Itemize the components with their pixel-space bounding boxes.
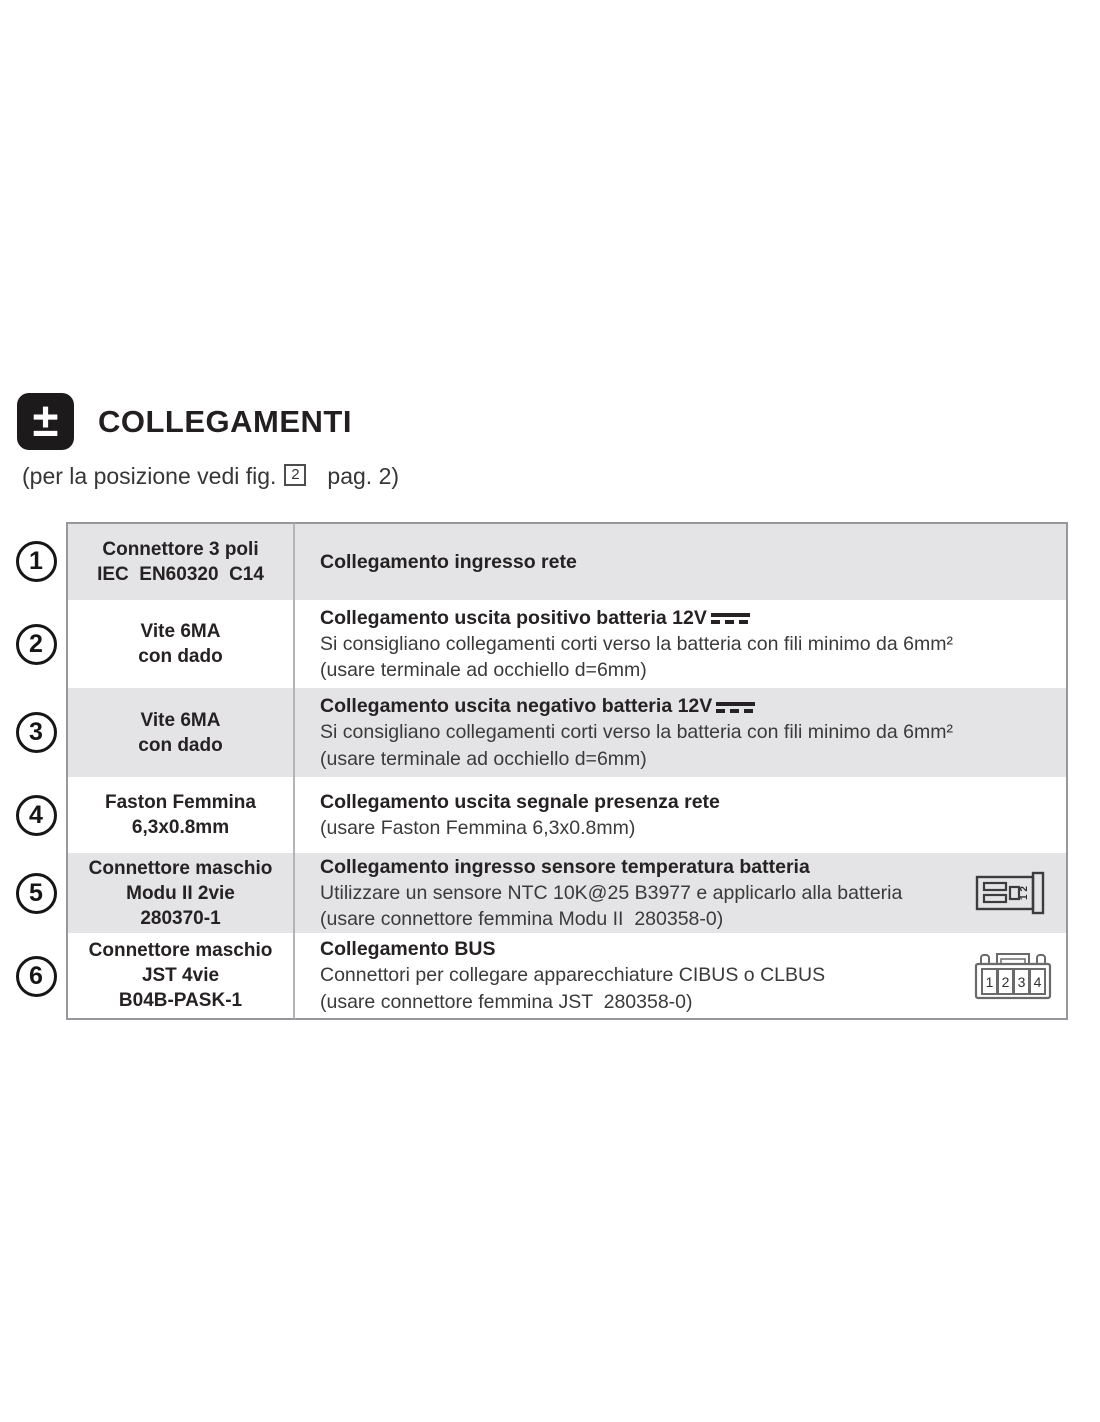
row-number-cell (0, 600, 66, 688)
pin-number: 4 (1033, 973, 1042, 990)
connector-cell: Vite 6MA con dado (66, 688, 295, 777)
row-number-cell (0, 933, 66, 1020)
connector-cell: Connettore maschio JST 4vie B04B-PASK-1 (66, 933, 295, 1020)
description-cell: Collegamento ingresso sensore temperatura batteria Utilizzare un sensore NTC 10K@25 B3977 e applicarlo alla batteria (usare connettore femmina Modu II 280358-0) 1 2 (295, 853, 1068, 933)
description-cell: Collegamento BUS Connettori per collegare apparecchiature CIBUS o CLBUS (usare connettore femmina JST 280358-0) 1 2 3 4 (295, 933, 1068, 1020)
description-cell: Collegamento uscita positivo batteria 12V Si consigliano collegamenti corti verso la batteria con fili minimo da 6mm² (usare terminale ad occhiello d=6mm) (295, 600, 1068, 688)
section-header (17, 0, 1100, 450)
subtitle (22, 463, 1100, 490)
connector-cell: Connettore 3 poli IEC EN60320 C14 (66, 522, 295, 600)
subtitle-prefix: (per la posizione vedi fig. (22, 463, 277, 489)
jst-4pin-connector-icon (974, 951, 1052, 1001)
pin-numbers: 1 2 (1019, 886, 1030, 900)
pin-number: 1 (985, 973, 994, 990)
modu-2pin-connector-icon (975, 870, 1045, 916)
row-number-badge: 4 (16, 795, 57, 836)
dc-voltage-icon (716, 702, 755, 713)
row-number-cell (0, 853, 66, 933)
connections-table (0, 522, 1100, 1020)
description-cell: Collegamento ingresso rete (295, 522, 1068, 600)
connector-cell: Connettore maschio Modu II 2vie 280370-1 (66, 853, 295, 933)
row-number-cell (0, 522, 66, 600)
pin-number: 2 (1001, 973, 1010, 990)
plus-minus-icon: ± (17, 393, 74, 450)
row-number-badge: 3 (16, 712, 57, 753)
row-number-badge: 6 (16, 956, 57, 997)
dc-voltage-icon (711, 613, 750, 624)
pin-number: 3 (1017, 973, 1026, 990)
row-number-badge: 1 (16, 541, 57, 582)
row-number-badge: 5 (16, 873, 57, 914)
connector-cell: Vite 6MA con dado (66, 600, 295, 688)
figure-reference-box: 2 (284, 464, 306, 486)
row-number-cell (0, 688, 66, 777)
connector-cell: Faston Femmina 6,3x0.8mm (66, 777, 295, 853)
row-number-cell (0, 777, 66, 853)
description-cell: Collegamento uscita segnale presenza rete (usare Faston Femmina 6,3x0.8mm) (295, 777, 1068, 853)
page-title: COLLEGAMENTI (98, 403, 352, 439)
subtitle-suffix: pag. 2) (327, 463, 400, 489)
description-cell: Collegamento uscita negativo batteria 12V Si consigliano collegamenti corti verso la batteria con fili minimo da 6mm² (usare terminale ad occhiello d=6mm) (295, 688, 1068, 777)
row-number-badge: 2 (16, 624, 57, 665)
